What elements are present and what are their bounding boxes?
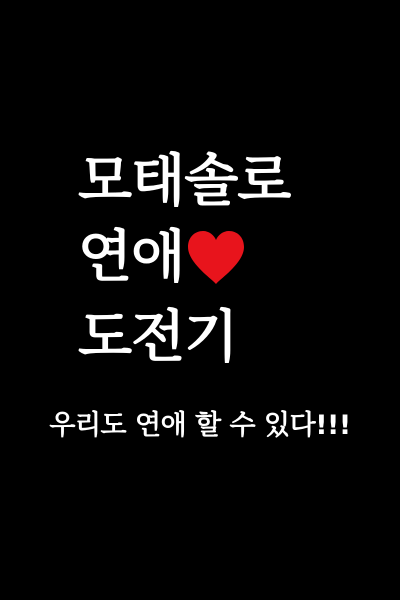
title-line-1: 모태솔로: [78, 149, 291, 214]
title-line-3: 도전기: [78, 305, 238, 370]
title-line-2: [78, 226, 250, 290]
heart-icon: [186, 226, 250, 290]
subtitle: 우리도 연애 할 수 있다!!!: [49, 410, 351, 441]
title-line-2-text: 연애: [78, 225, 185, 290]
